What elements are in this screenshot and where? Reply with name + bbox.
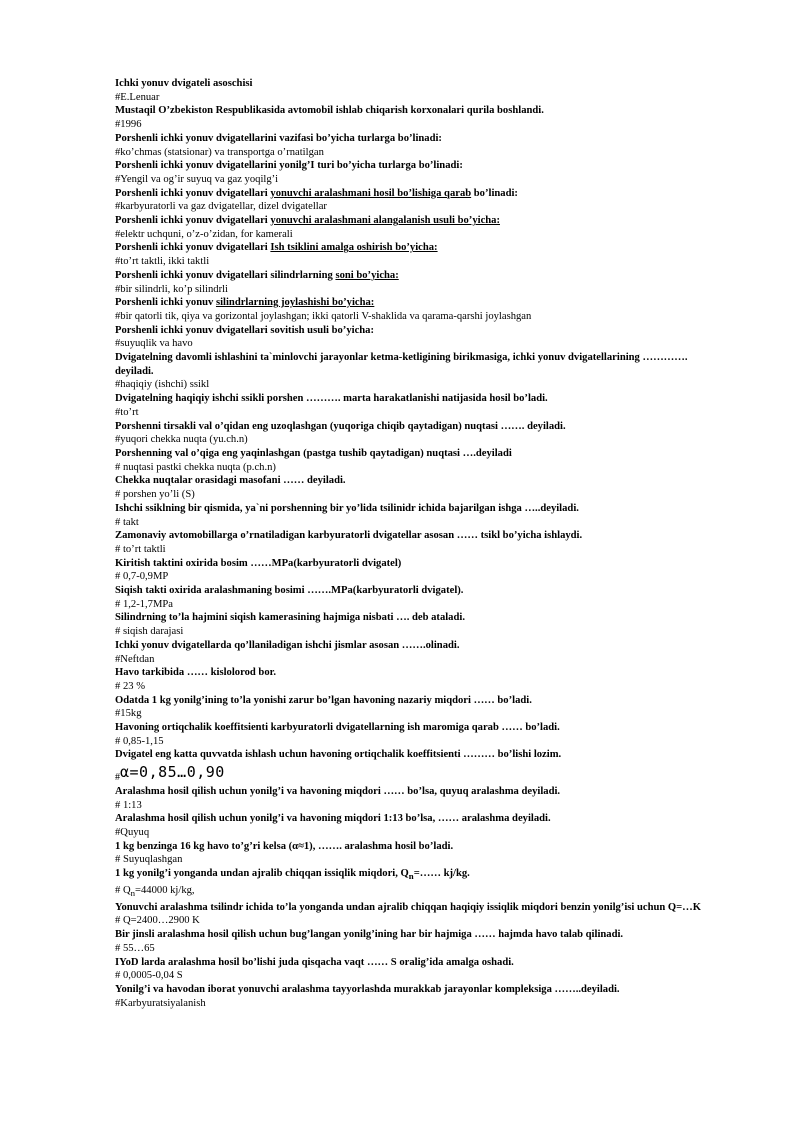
question-7 <box>115 241 725 255</box>
answer-22: # 23 % <box>115 680 146 692</box>
answer-23: #15kg <box>115 708 142 720</box>
answer-30: # Q=2400…2900 K <box>115 915 200 927</box>
answer-14: # nuqtasi pastki chekka nuqta (p.ch.n) <box>115 461 276 473</box>
answer-17: # to’rt taktli <box>115 543 166 555</box>
question-24: Havoning ortiqchalik koeffitsienti karbyuratorli dvigatellarning ish maromiga qarab …… bo’ladi. <box>115 722 560 734</box>
question-2: Mustaqil O’zbekiston Respublikasida avtomobil ishlab chiqarish korxonalari qurila boshlandi. <box>115 105 544 117</box>
question-25: Dvigatel eng katta quvvatda ishlash uchun havoning ortiqchalik koeffitsienti ……… bo’lishi lozim. <box>115 749 562 761</box>
question-7-text: Porshenli ichki yonuv dvigatellari <box>115 242 271 254</box>
question-18: Kiritish taktini oxirida bosim ……MPa(karbyuratorli dvigatel) <box>115 557 402 569</box>
answer-24: # 0,85-1,15 <box>115 735 164 747</box>
question-26: Aralashma hosil qilish uchun yonilg’i va havoning miqdori …… bo’lsa, quyuq aralashma deyiladi. <box>115 785 561 797</box>
answer-25 <box>115 762 725 785</box>
question-14: Porshenning val o’qiga eng yaqinlashgan (pastga tushib qaytadigan) nuqtasi ….deyiladi <box>115 447 512 459</box>
document-page <box>115 77 725 1010</box>
answer-33: #Karbyuratsiyalanish <box>115 997 206 1009</box>
question-5-underlined: yonuvchi aralashmani hosil bo’lishiga qarab <box>270 187 472 199</box>
question-31: Bir jinsli aralashma hosil qilish uchun bug’langan yonilg’ining har bir hajmiga …… hajmda havo talab qilinadi. <box>115 929 624 941</box>
answer-12: #to’rt <box>115 406 139 418</box>
question-6 <box>115 214 725 228</box>
question-29 <box>115 867 725 884</box>
question-8-text: Porshenli ichki yonuv dvigatellari silindrlarning <box>115 269 336 281</box>
question-20: Silindrning to’la hajmini siqish kamerasining hajmiga nisbati …. deb ataladi. <box>115 612 465 624</box>
answer-19: # 1,2-1,7MPa <box>115 598 173 610</box>
answer-25-formula: α=0,85…0,90 <box>120 763 225 782</box>
answer-29-tail: =44000 kj/kg, <box>135 884 195 896</box>
answer-1: #E.Lenuar <box>115 91 160 103</box>
answer-9: #bir qatorli tik, qiya va gorizontal joylashgan; ikki qatorli V-shaklida va qarama-qarshi joylashgan <box>115 310 532 322</box>
answer-31: # 55…65 <box>115 942 155 954</box>
question-29-subscript: n <box>408 871 414 882</box>
question-5-tail: bo’linadi: <box>471 187 518 199</box>
answer-6: #elektr uchquni, o’z-o’zidan, for kamerali <box>115 228 293 240</box>
question-23: Odatda 1 kg yonilg’ining to’la yonishi zarur bo’lgan havoning nazariy miqdori …… bo’ladi. <box>115 694 532 706</box>
question-22: Havo tarkibida …… kislolorod bor. <box>115 667 277 679</box>
question-6-underlined: yonuvchi aralashmani alangalanish usuli bo’yicha: <box>270 215 500 227</box>
question-5-text: Porshenli ichki yonuv dvigatellari <box>115 187 271 199</box>
question-9-text: Porshenli ichki yonuv <box>115 297 216 309</box>
question-12: Dvigatelning haqiqiy ishchi ssikli porshen ………. marta harakatlanishi natijasida hosil bo’ladi. <box>115 393 548 405</box>
question-11: Dvigatelning davomli ishlashini ta`minlovchi jarayonlar ketma-ketligining birikmasiga, ichki yonuv dvigatellarining …………. deyiladi. <box>115 352 688 377</box>
question-15: Chekka nuqtalar orasidagi masofani …… deyiladi. <box>115 475 346 487</box>
question-4: Porshenli ichki yonuv dvigatellarini yonilg’I turi bo’yicha turlarga bo’linadi: <box>115 160 463 172</box>
question-17: Zamonaviy avtomobillarga o’rnatiladigan karbyuratorli dvigatellar asosan …… tsikl bo’yicha ishlaydi. <box>115 530 583 542</box>
question-3: Porshenli ichki yonuv dvigatellarini vazifasi bo’yicha turlarga bo’linadi: <box>115 132 442 144</box>
answer-27: #Quyuq <box>115 826 150 838</box>
question-10: Porshenli ichki yonuv dvigatellari sovitish usuli bo’yicha: <box>115 324 374 336</box>
question-5 <box>115 187 725 201</box>
answer-20: # siqish darajasi <box>115 626 184 638</box>
answer-7: #to’rt taktli, ikki taktli <box>115 256 210 268</box>
question-9 <box>115 296 725 310</box>
answer-29-text: # Q <box>115 884 131 896</box>
answer-5: #karbyuratorli va gaz dvigatellar, dizel dvigatellar <box>115 201 327 213</box>
answer-15: # porshen yo’li (S) <box>115 489 195 501</box>
answer-13: #yuqori chekka nuqta (yu.ch.n) <box>115 434 248 446</box>
answer-10: #suyuqlik va havo <box>115 338 193 350</box>
question-30: Yonuvchi aralashma tsilindr ichida to’la yonganda undan ajralib chiqqan haqiqiy issiqlik miqdori benzin yonilg’isi uchun Q=…K <box>115 901 702 913</box>
question-29-tail: =…… kj/kg. <box>413 868 470 880</box>
answer-11: #haqiqiy (ishchi) ssikl <box>115 379 210 391</box>
question-6-text: Porshenli ichki yonuv dvigatellari <box>115 215 271 227</box>
answer-4: #Yengil va og’ir suyuq va gaz yoqilg’i <box>115 173 279 185</box>
question-32: IYoD larda aralashma hosil bo’lishi juda qisqacha vaqt …… S oralig’ida amalga oshadi. <box>115 956 514 968</box>
question-27: Aralashma hosil qilish uchun yonilg’i va havoning miqdori 1:13 bo’lsa, …… aralashma deyiladi. <box>115 813 551 825</box>
question-9-underlined: silindrlarning joylashishi bo’yicha: <box>215 297 375 309</box>
question-19: Siqish takti oxirida aralashmaning bosimi …….MPa(karbyuratorli dvigatel). <box>115 585 464 597</box>
answer-18: # 0,7-0,9MP <box>115 571 169 583</box>
question-13: Porshenni tirsakli val o’qidan eng uzoqlashgan (yuqoriga chiqib qaytadigan) nuqtasi ……. deyiladi. <box>115 420 566 432</box>
question-8 <box>115 269 725 283</box>
question-28: 1 kg benzinga 16 kg havo to’g’ri kelsa (α≈1), ……. aralashma hosil bo’ladi. <box>115 840 454 852</box>
answer-3: #ko’chmas (statsionar) va transportga o’rnatilgan <box>115 146 324 158</box>
answer-32: # 0,0005-0,04 S <box>115 970 183 982</box>
answer-26: # 1:13 <box>115 799 142 811</box>
question-33: Yonilg’i va havodan iborat yonuvchi aralashma tayyorlashda murakkab jarayonlar kompleksiga ……..deyiladi. <box>115 983 620 995</box>
question-7-underlined: Ish tsiklini amalga oshirish bo’yicha: <box>270 242 438 254</box>
answer-2: #1996 <box>115 119 142 131</box>
answer-16: # takt <box>115 516 139 528</box>
answer-25-hash: # <box>115 772 120 784</box>
answer-21: #Neftdan <box>115 653 155 665</box>
question-21: Ichki yonuv dvigatellarda qo’llaniladigan ishchi jismlar asosan …….olinadi. <box>115 639 460 651</box>
question-29-text: 1 kg yonilg’i yonganda undan ajralib chiqqan issiqlik miqdori, Q <box>115 868 409 880</box>
question-16: Ishchi ssiklning bir qismida, ya`ni porshenning bir yo’lida tsilinidr ichida bajarilgan ishga …..deyiladi. <box>115 502 579 514</box>
question-1: Ichki yonuv dvigateli asoschisi <box>115 78 253 89</box>
answer-8: #bir silindrli, ko’p silindrli <box>115 283 228 295</box>
question-8-underlined: soni bo’yicha: <box>335 269 399 281</box>
answer-29-subscript: n <box>130 888 136 898</box>
answer-28: # Suyuqlashgan <box>115 854 183 866</box>
answer-29 <box>115 884 725 901</box>
